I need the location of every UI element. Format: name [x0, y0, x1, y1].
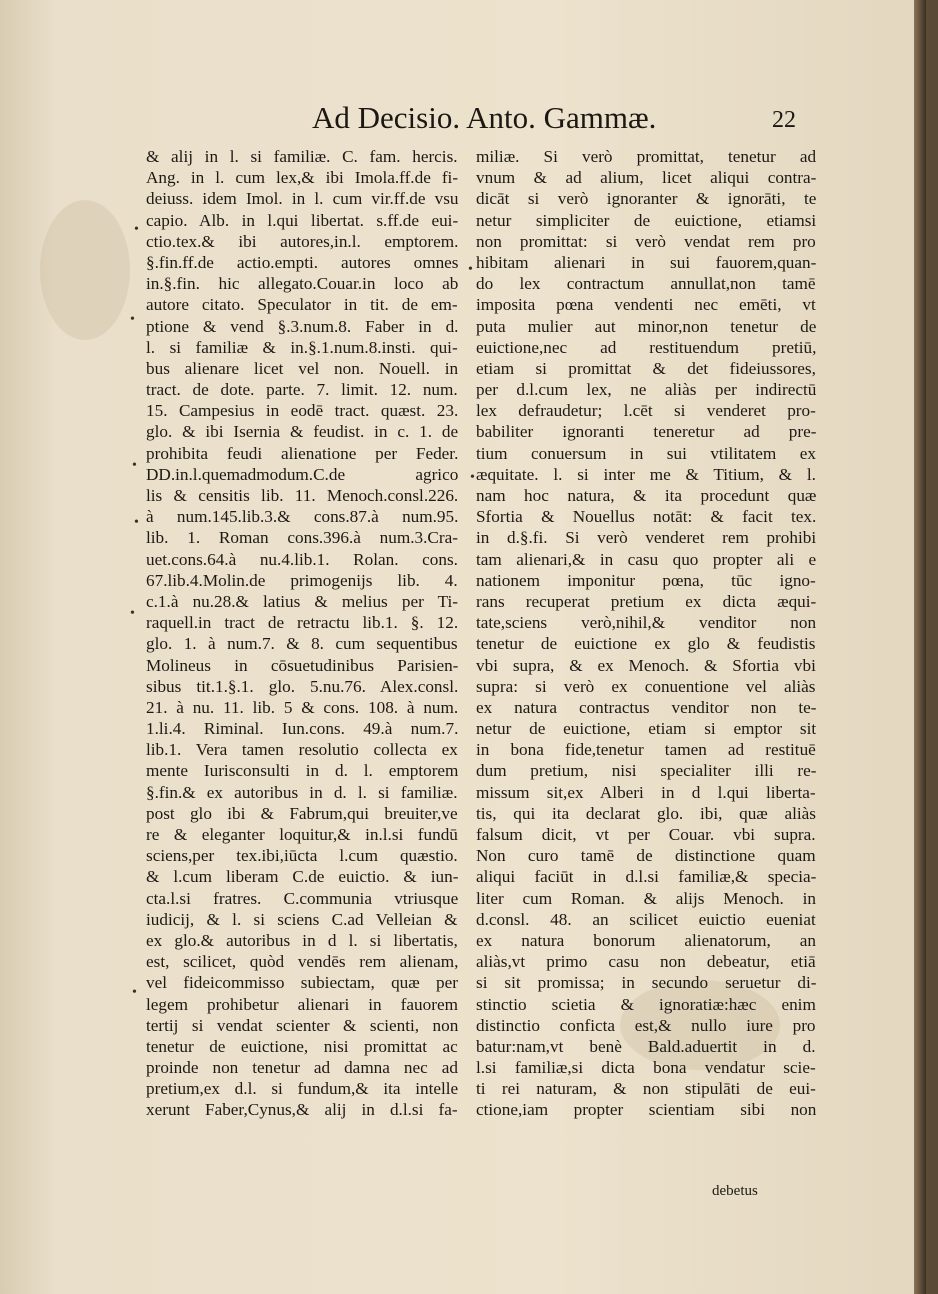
text-line: in.§.fin. hic allegato.Couar.in loco ab [146, 274, 459, 294]
text-line: per d.l.cum lex, ne aliàs per indirectū [476, 380, 817, 400]
text-line: liter cum Roman. & alijs Menoch. in [476, 888, 816, 908]
text-line: & alij in l. si familiæ. C. fam. hercis. [146, 147, 458, 166]
text-line: legem prohibetur alienari in fauorem [146, 994, 458, 1014]
text-line: §.fin.& ex autoribus in d. l. si familiæ. [146, 782, 458, 802]
text-line: sciens,per tex.ibi,iūcta l.cum quæstio. [146, 846, 458, 866]
text-line: tertij si vendat scienter & scienti, non [146, 1015, 459, 1035]
text-line: post glo ibi & Fabrum,qui breuiter,ve [146, 803, 458, 823]
margin-mark: • [132, 458, 137, 473]
text-line: prohibita feudi alienatione per Feder. [146, 443, 459, 463]
text-line: netur de euictione, etiam si emptor sit [476, 719, 817, 739]
text-line: ptione & vend §.3.num.8. Faber in d. [146, 316, 459, 336]
text-line: autore citato. Speculator in tit. de em- [146, 295, 458, 315]
text-line: uet.cons.64.à nu.4.lib.1. Rolan. cons. [146, 549, 458, 569]
right-text-column [476, 146, 816, 1121]
text-line: nam hoc natura, & ita procedunt quæ [476, 486, 817, 505]
catchword: debetus [712, 1183, 758, 1199]
text-line: tam alienari,& in casu quo propter ali e [476, 549, 817, 569]
text-line: 21. à nu. 11. lib. 5 & cons. 108. à num. [146, 697, 459, 717]
text-line: distinctio conficta est,& nullo iure pro [476, 1015, 816, 1035]
text-line: c.1.à nu.28.& latius & melius per Ti- [146, 591, 459, 611]
text-line: l.si familiæ,si dicta bona vendatur scie- [476, 1058, 816, 1078]
text-line: xerunt Faber,Cynus,& alij in d.l.si fa- [146, 1100, 458, 1120]
text-line: iudicij, & l. si sciens C.ad Velleian & [146, 909, 458, 929]
text-line: capio. Alb. in l.qui libertat. s.ff.de eui- [146, 210, 459, 230]
text-line: rans recuperat pretium ex dicta æqui- [476, 591, 817, 611]
text-line: nationem imponitur pœna, tūc igno- [476, 570, 816, 590]
margin-mark: • [132, 985, 137, 1000]
text-line: etiam si promittat & det fideiussores, [476, 358, 816, 378]
text-line: Non curo tamē de distinctione quam [476, 846, 816, 866]
text-line: dicāt si verò ignoranter & ignorāti, te [476, 189, 817, 209]
text-line: vbi supra, & ex Menoch. & Sfortia vbi [476, 655, 816, 675]
text-line: Ang. in l. cum lex,& ibi Imola.ff.de fi- [146, 168, 459, 188]
text-line: lib.1. Vera tamen resolutio collecta ex [146, 740, 458, 760]
page-edge [914, 0, 926, 1294]
text-line: ex glo.& autoribus in d l. si libertatis, [146, 930, 458, 950]
text-line: lis & censitis lib. 11. Menoch.consl.226. [146, 486, 459, 505]
left-text-column [146, 146, 458, 1121]
running-header: Ad Decisio. Anto. Gammæ. [312, 100, 657, 135]
text-line: imposita pœna vendenti nec emēti, vt [476, 295, 816, 315]
text-line: ctio.tex.& ibi autores,in.l. emptorem. [146, 231, 459, 251]
text-line: euictione,nec ad restituendum pretiū, [476, 337, 817, 357]
text-line: est, scilicet, quòd vendēs rem alienam, [146, 952, 459, 972]
text-line: ex natura bonorum alienatorum, an [476, 930, 817, 950]
text-line: cta.l.si fratres. C.communia vtriusque [146, 888, 459, 908]
page-number: 22 [772, 107, 796, 133]
text-line: vnum & ad alium, licet aliqui contra- [476, 168, 817, 188]
text-line: miliæ. Si verò promittat, tenetur ad [476, 147, 817, 166]
text-line: puta mulier aut minor,non tenetur de [476, 316, 817, 336]
text-line: 67.lib.4.Molin.de primogenijs lib. 4. [146, 570, 458, 590]
text-line: re & eleganter loquitur,& in.l.si fundū [146, 825, 458, 844]
text-line: aliàs,vt primo casu non debeatur, etiā [476, 952, 816, 972]
text-line: in bona fide,tenetur tamen ad restituē [476, 740, 816, 760]
text-line: non promittat: si verò vendat rem pro [476, 231, 816, 251]
margin-mark: • [134, 222, 139, 237]
text-line: ti rei naturam, & non stipulāti de eui- [476, 1079, 816, 1099]
text-line: deiuss. idem Imol. in l. cum vir.ff.de vsu [146, 189, 459, 209]
text-line: glo. & ibi Isernia & feudist. in c. 1. de [146, 422, 459, 442]
text-line: stinctio scietia & ignoratiæ:hæc enim [476, 994, 816, 1014]
text-line: babiliter ignoranti teneretur ad pre- [476, 422, 817, 442]
margin-mark: • [130, 312, 135, 327]
text-line: tis, qui ita declarat glo. ibi, quæ aliàs [476, 803, 816, 823]
text-line: DD.in.l.quemadmodum.C.de agrico [146, 464, 459, 484]
text-line: glo. 1. à num.7. & 8. cum sequentibus [146, 634, 458, 654]
text-line: tenetur de euictione, nisi promittat ac [146, 1036, 458, 1056]
text-line: Molineus in cōsuetudinibus Parisien- [146, 655, 459, 675]
text-line: l. si familiæ & in.§.1.num.8.insti. qui- [146, 337, 458, 357]
text-line: ctione,iam propter scientiam sibi non [476, 1100, 817, 1120]
text-line: tium conuersum in sui vtilitatem ex [476, 443, 816, 463]
text-line: hibitam alienari in sui fauorem,quan- [476, 252, 817, 272]
text-line: 15. Campesius in eodē tract. quæst. 23. [146, 401, 459, 421]
text-line: dum pretium, nisi specialiter illi re- [476, 761, 817, 781]
text-line: do lex contractum annullat,non tamē [476, 274, 816, 294]
text-line: æquitate. l. si inter me & Titium, & l. [476, 464, 816, 484]
text-line: 1.li.4. Riminal. Iun.cons. 49.à num.7. [146, 719, 459, 739]
text-line: si sit promissa; in secundo seruetur di- [476, 973, 817, 993]
text-line: §.fin.ff.de actio.empti. autores omnes [146, 252, 459, 272]
text-line: batur:nam,vt benè Bald.aduertit in d. [476, 1036, 816, 1056]
text-line: & l.cum liberam C.de euictio. & iun- [146, 867, 459, 887]
text-line: tate,sciens verò,nihil,& venditor non [476, 613, 817, 633]
text-line: à num.145.lib.3.& cons.87.à num.95. [146, 507, 459, 527]
text-line: aliqui faciūt in d.l.si familiæ,& specia- [476, 867, 817, 887]
text-line: tract. de dote. parte. 7. limit. 12. num. [146, 380, 458, 400]
text-line: d.consl. 48. an scilicet euictio eueniat [476, 909, 816, 929]
paper-stain [40, 200, 130, 340]
text-line: raquell.in tract de retractu lib.1. §. 12. [146, 613, 459, 633]
text-line: Sfortia & Nouellus notāt: & facit tex. [476, 507, 817, 527]
text-line: pretium,ex d.l. si fundum,& ita intelle [146, 1079, 459, 1099]
text-line: sibus tit.1.§.1. glo. 5.nu.76. Alex.consl. [146, 676, 459, 696]
text-line: ex natura contractus venditor non te- [476, 697, 817, 717]
text-line: falsum dicit, vt per Couar. vbi supra. [476, 825, 816, 844]
text-line: tenetur de euictione ex glo & feudistis [476, 634, 816, 654]
text-line: bus alienare licet vel non. Nouell. in [146, 358, 459, 378]
text-line: lib. 1. Roman cons.396.à num.3.Cra- [146, 528, 458, 548]
text-line: proinde non tenetur ad damna nec ad [146, 1058, 458, 1078]
margin-mark: • [468, 262, 473, 277]
margin-mark: • [134, 515, 139, 530]
text-line: netur simpliciter de euictione, etiamsi [476, 210, 817, 230]
margin-mark: • [130, 606, 135, 621]
text-line: in d.§.fi. Si verò venderet rem prohibi [476, 528, 817, 548]
text-line: mente Iurisconsulti in d. l. emptorem [146, 761, 459, 781]
text-line: lex defraudetur; l.cēt si venderet pro- [476, 401, 816, 421]
text-line: vel fideicommisso subiectam, quæ per [146, 973, 458, 993]
text-line: missum sit,ex Alberi in d l.qui liberta- [476, 782, 816, 802]
text-line: supra: si verò ex conuentione vel aliàs [476, 676, 816, 696]
margin-mark: • [470, 470, 475, 485]
